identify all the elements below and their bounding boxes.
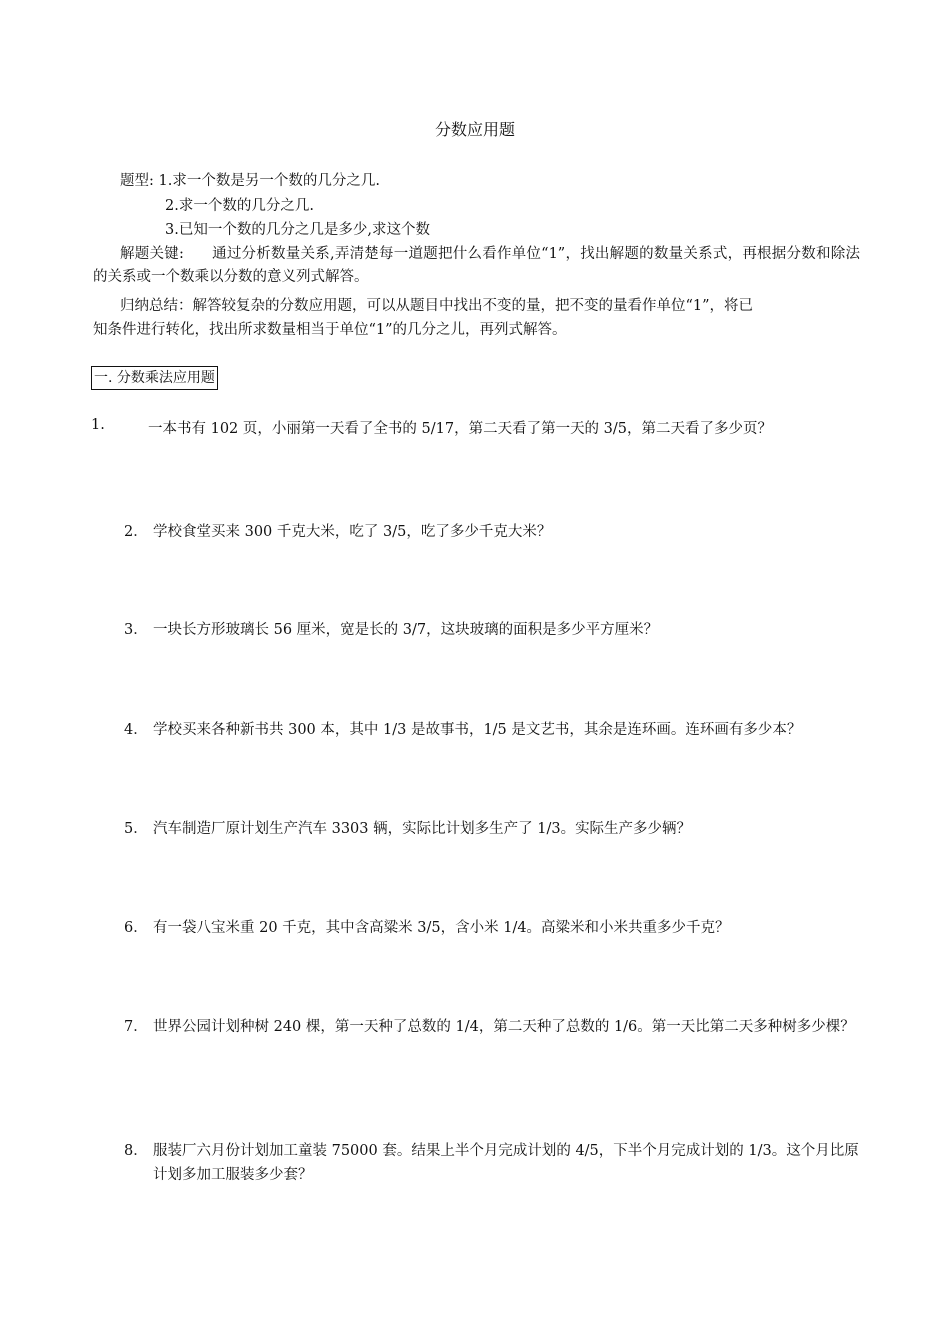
page-title: 分数应用题 [434, 120, 515, 139]
section-heading: 一. 分数乘法应用题 [91, 366, 218, 390]
question-5-number: 5． [124, 821, 148, 837]
key-text: 通过分析数量关系,弄清楚每一道题把什么看作单位“1”，找出解题的数量关系式，再根据分数和除法的关系或一个数乘以分数的意义列式解答。 [93, 246, 860, 285]
question-3-number: 3． [124, 622, 148, 638]
question-8-number: 8． [124, 1143, 148, 1159]
types-line-3: 3.已知一个数的几分之几是多少,求这个数 [165, 222, 430, 238]
question-6-text: 有一袋八宝米重 20 千克，其中含高粱米 3/5，含小米 1/4。高粱米和小米共重多少千克？ [153, 920, 730, 936]
question-8-text: 服装厂六月份计划加工童装 75000 套。结果上半个月完成计划的 4/5，下半个月完成计划的 1/3。这个月比原计划多加工服装多少套？ [153, 1143, 859, 1183]
types-line-1: 题型: 1.求一个数是另一个数的几分之几. [120, 173, 380, 189]
question-4-text: 学校买来各种新书共 300 本，其中 1/3 是故事书，1/5 是文艺书，其余是连环画。连环画有多少本？ [153, 722, 802, 738]
types-line-2: 2.求一个数的几分之几. [165, 198, 314, 214]
question-1-text: 一本书有 102 页，小丽第一天看了全书的 5/17，第二天看了第一天的 3/5，第二天看了多少页？ [148, 421, 773, 437]
question-6-number: 6． [124, 920, 148, 936]
question-1-number: 1. [91, 417, 105, 433]
summary-line-2: 知条件进行转化，找出所求数量相当于单位“1”的几分之儿，再列式解答。 [93, 322, 567, 338]
question-2-text: 学校食堂买来 300 千克大米，吃了 3/5，吃了多少千克大米？ [153, 524, 552, 540]
summary-line-1: 归纳总结：解答较复杂的分数应用题，可以从题目中找出不变的量，把不变的量看作单位“1”，将已 [120, 298, 754, 314]
key-label: 解题关键: [120, 246, 184, 262]
question-3-text: 一块长方形玻璃长 56 厘米，宽是长的 3/7，这块玻璃的面积是多少平方厘米？ [153, 622, 659, 638]
question-7-text: 世界公园计划种树 240 棵，第一天种了总数的 1/4，第二天种了总数的 1/6。第一天比第二天多种树多少棵？ [153, 1019, 855, 1035]
question-7-number: 7． [124, 1019, 148, 1035]
key-paragraph [93, 243, 860, 289]
question-2-number: 2． [124, 524, 148, 540]
question-5-text: 汽车制造厂原计划生产汽车 3303 辆，实际比计划多生产了 1/3。实际生产多少辆？ [153, 821, 692, 837]
question-4-number: 4． [124, 722, 148, 738]
